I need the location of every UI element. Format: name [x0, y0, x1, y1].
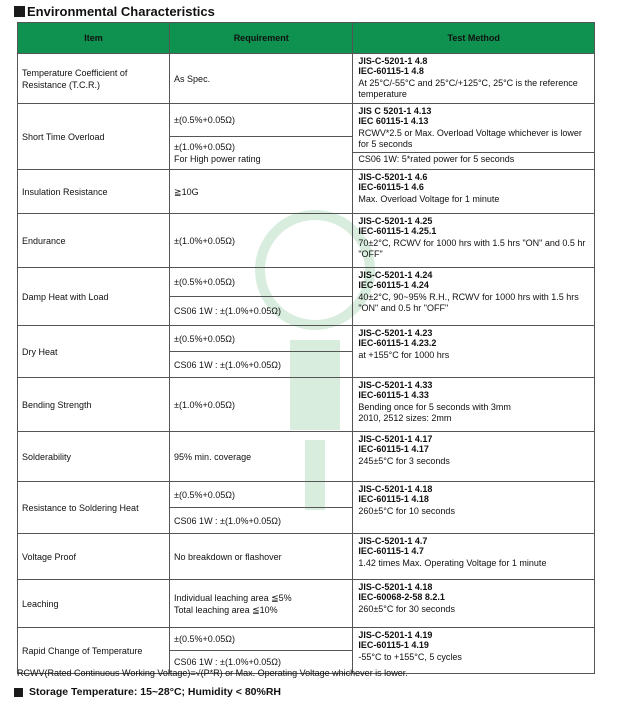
item-cell: Insulation Resistance: [18, 170, 170, 214]
standard-line: JIS-C-5201-1 4.6: [358, 172, 428, 182]
requirement-cell: No breakdown or flashover: [170, 534, 353, 580]
test-condition: -55°C to +155°C, 5 cycles: [358, 652, 462, 662]
item-cell: Resistance to Soldering Heat: [18, 482, 170, 534]
standard-line: JIS-C-5201-1 4.24: [358, 270, 433, 280]
test-condition: CS06 1W: 5*rated power for 5 seconds: [353, 152, 594, 167]
requirement-cell: ≧10G: [170, 170, 353, 214]
standard-line: JIS-C-5201-1 4.23: [358, 328, 433, 338]
test-method-cell: [353, 170, 595, 214]
standard-line: JIS C 5201-1 4.13: [358, 106, 432, 116]
test-condition: RCWV*2.5 or Max. Overload Voltage whichever is lower for 5 seconds: [358, 128, 582, 149]
test-method-cell: [353, 54, 595, 104]
item-cell: Bending Strength: [18, 378, 170, 432]
test-standard: [353, 104, 594, 127]
table-row: [18, 580, 595, 628]
requirement-cell: [170, 104, 353, 170]
standard-line: IEC-60115-1 4.6: [358, 182, 424, 192]
test-condition: at +155°C for 1000 hrs: [358, 350, 450, 360]
test-method-cell: [353, 628, 595, 674]
test-condition: 245±5°C for 3 seconds: [358, 456, 450, 466]
section-title-text: Environmental Characteristics: [27, 4, 215, 19]
test-condition: 70±2°C, RCWV for 1000 hrs with 1.5 hrs "ON" and 0.5 hr "OFF": [358, 238, 586, 259]
test-method-cell: [353, 326, 595, 378]
standard-line: IEC-60115-1 4.19: [358, 640, 429, 650]
standard-line: JIS-C-5201-1 4.19: [358, 630, 433, 640]
standard-line: IEC-60115-1 4.25.1: [358, 226, 437, 236]
standard-line: IEC 60115-1 4.13: [358, 116, 429, 126]
standard-line: IEC-60115-1 4.17: [358, 444, 429, 454]
requirement-part: ±(0.5%+0.05Ω): [174, 489, 235, 500]
item-cell: Dry Heat: [18, 326, 170, 378]
test-method-cell: [353, 580, 595, 628]
requirement-part: ±(0.5%+0.05Ω): [174, 115, 235, 125]
standard-line: IEC-60115-1 4.18: [358, 494, 429, 504]
section-title: [14, 4, 215, 19]
requirement-cell: [170, 628, 353, 674]
requirement-part: CS06 1W : ±(1.0%+0.05Ω): [170, 650, 352, 673]
requirement-cell: ±(1.0%+0.05Ω): [170, 214, 353, 268]
table-row: [18, 534, 595, 580]
table-row: [18, 628, 595, 674]
standard-line: JIS-C-5201-1 4.8: [358, 56, 428, 66]
standard-line: JIS-C-5201-1 4.7: [358, 536, 428, 546]
requirement-cell: As Spec.: [170, 54, 353, 104]
item-cell: Voltage Proof: [18, 534, 170, 580]
test-condition: 40±2°C, 90~95% R.H., RCWV for 1000 hrs with 1.5 hrs "ON" and 0.5 hr "OFF": [358, 292, 579, 313]
test-method-cell: [353, 214, 595, 268]
standard-line: JIS-C-5201-1 4.33: [358, 380, 433, 390]
test-standard: [353, 432, 594, 455]
test-method-cell: [353, 104, 595, 170]
requirement-cell: [170, 268, 353, 326]
requirement-cell: [170, 482, 353, 534]
header-item: Item: [18, 23, 170, 54]
test-standard: [353, 326, 594, 349]
item-cell: Short Time Overload: [18, 104, 170, 170]
standard-line: JIS-C-5201-1 4.25: [358, 216, 433, 226]
test-standard: [353, 628, 594, 651]
test-condition: Bending once for 5 seconds with 3mm 2010, 2512 sizes: 2mm: [358, 402, 511, 423]
table-row: [18, 214, 595, 268]
requirement-cell: Individual leaching area ≦5% Total leaching area ≦10%: [170, 580, 353, 628]
test-standard: [353, 482, 594, 505]
item-cell: Rapid Change of Temperature: [18, 628, 170, 674]
storage-text: Storage Temperature: 15~28°C; Humidity < 80%RH: [29, 686, 281, 698]
test-method-cell: [353, 378, 595, 432]
standard-line: IEC-60115-1 4.24: [358, 280, 429, 290]
test-condition: At 25°C/-55°C and 25°C/+125°C, 25°C is the reference temperature: [358, 78, 578, 99]
item-cell: Solderability: [18, 432, 170, 482]
standard-line: JIS-C-5201-1 4.18: [358, 582, 433, 592]
environmental-table: [17, 22, 595, 674]
black-square-icon: [14, 688, 23, 697]
standard-line: IEC-60068-2-58 8.2.1: [358, 592, 445, 602]
test-standard: [353, 534, 594, 557]
standard-line: JIS-C-5201-1 4.17: [358, 434, 433, 444]
test-method-cell: [353, 534, 595, 580]
test-condition: 260±5°C for 10 seconds: [358, 506, 455, 516]
test-standard: [353, 170, 594, 193]
test-condition: 260±5°C for 30 seconds: [358, 604, 455, 614]
table-row: [18, 268, 595, 326]
table-row: [18, 432, 595, 482]
requirement-part: CS06 1W : ±(1.0%+0.05Ω): [170, 351, 352, 377]
rcwv-note: RCWV(Rated Continuous Working Voltage)=√(P*R) or Max. Operating Voltage whichever is lower.: [17, 668, 408, 678]
item-cell: Endurance: [18, 214, 170, 268]
table-row: [18, 378, 595, 432]
test-standard: [353, 378, 594, 401]
table-row: [18, 170, 595, 214]
test-method-cell: [353, 482, 595, 534]
header-requirement: Requirement: [170, 23, 353, 54]
requirement-cell: ±(1.0%+0.05Ω): [170, 378, 353, 432]
item-cell: Temperature Coefficient of Resistance (T.C.R.): [18, 54, 170, 104]
test-standard: [353, 54, 594, 77]
table-row: [18, 54, 595, 104]
standard-line: IEC-60115-1 4.33: [358, 390, 429, 400]
table-header-row: [18, 23, 595, 54]
item-cell: Leaching: [18, 580, 170, 628]
test-standard: [353, 214, 594, 237]
standard-line: JIS-C-5201-1 4.18: [358, 484, 433, 494]
storage-conditions: [14, 686, 281, 698]
test-standard: [353, 268, 594, 291]
table-row: [18, 482, 595, 534]
requirement-part: CS06 1W : ±(1.0%+0.05Ω): [170, 296, 352, 325]
black-square-icon: [14, 6, 25, 17]
standard-line: IEC-60115-1 4.23.2: [358, 338, 437, 348]
requirement-cell: [170, 326, 353, 378]
test-standard: [353, 580, 594, 603]
table-row: [18, 326, 595, 378]
requirement-part: CS06 1W : ±(1.0%+0.05Ω): [170, 507, 352, 533]
requirement-part: ±(1.0%+0.05Ω) For High power rating: [170, 136, 352, 169]
requirement-part: ±(0.5%+0.05Ω): [174, 333, 235, 344]
requirement-part: ±(0.5%+0.05Ω): [174, 277, 235, 287]
test-method-cell: [353, 432, 595, 482]
requirement-part: ±(0.5%+0.05Ω): [174, 634, 235, 644]
test-method-cell: [353, 268, 595, 326]
header-test-method: Test Method: [353, 23, 595, 54]
table-row: [18, 104, 595, 170]
test-condition: Max. Overload Voltage for 1 minute: [358, 194, 500, 204]
item-cell: Damp Heat with Load: [18, 268, 170, 326]
requirement-cell: 95% min. coverage: [170, 432, 353, 482]
standard-line: IEC-60115-1 4.8: [358, 66, 424, 76]
standard-line: IEC-60115-1 4.7: [358, 546, 424, 556]
test-condition: 1.42 times Max. Operating Voltage for 1 minute: [358, 558, 547, 568]
